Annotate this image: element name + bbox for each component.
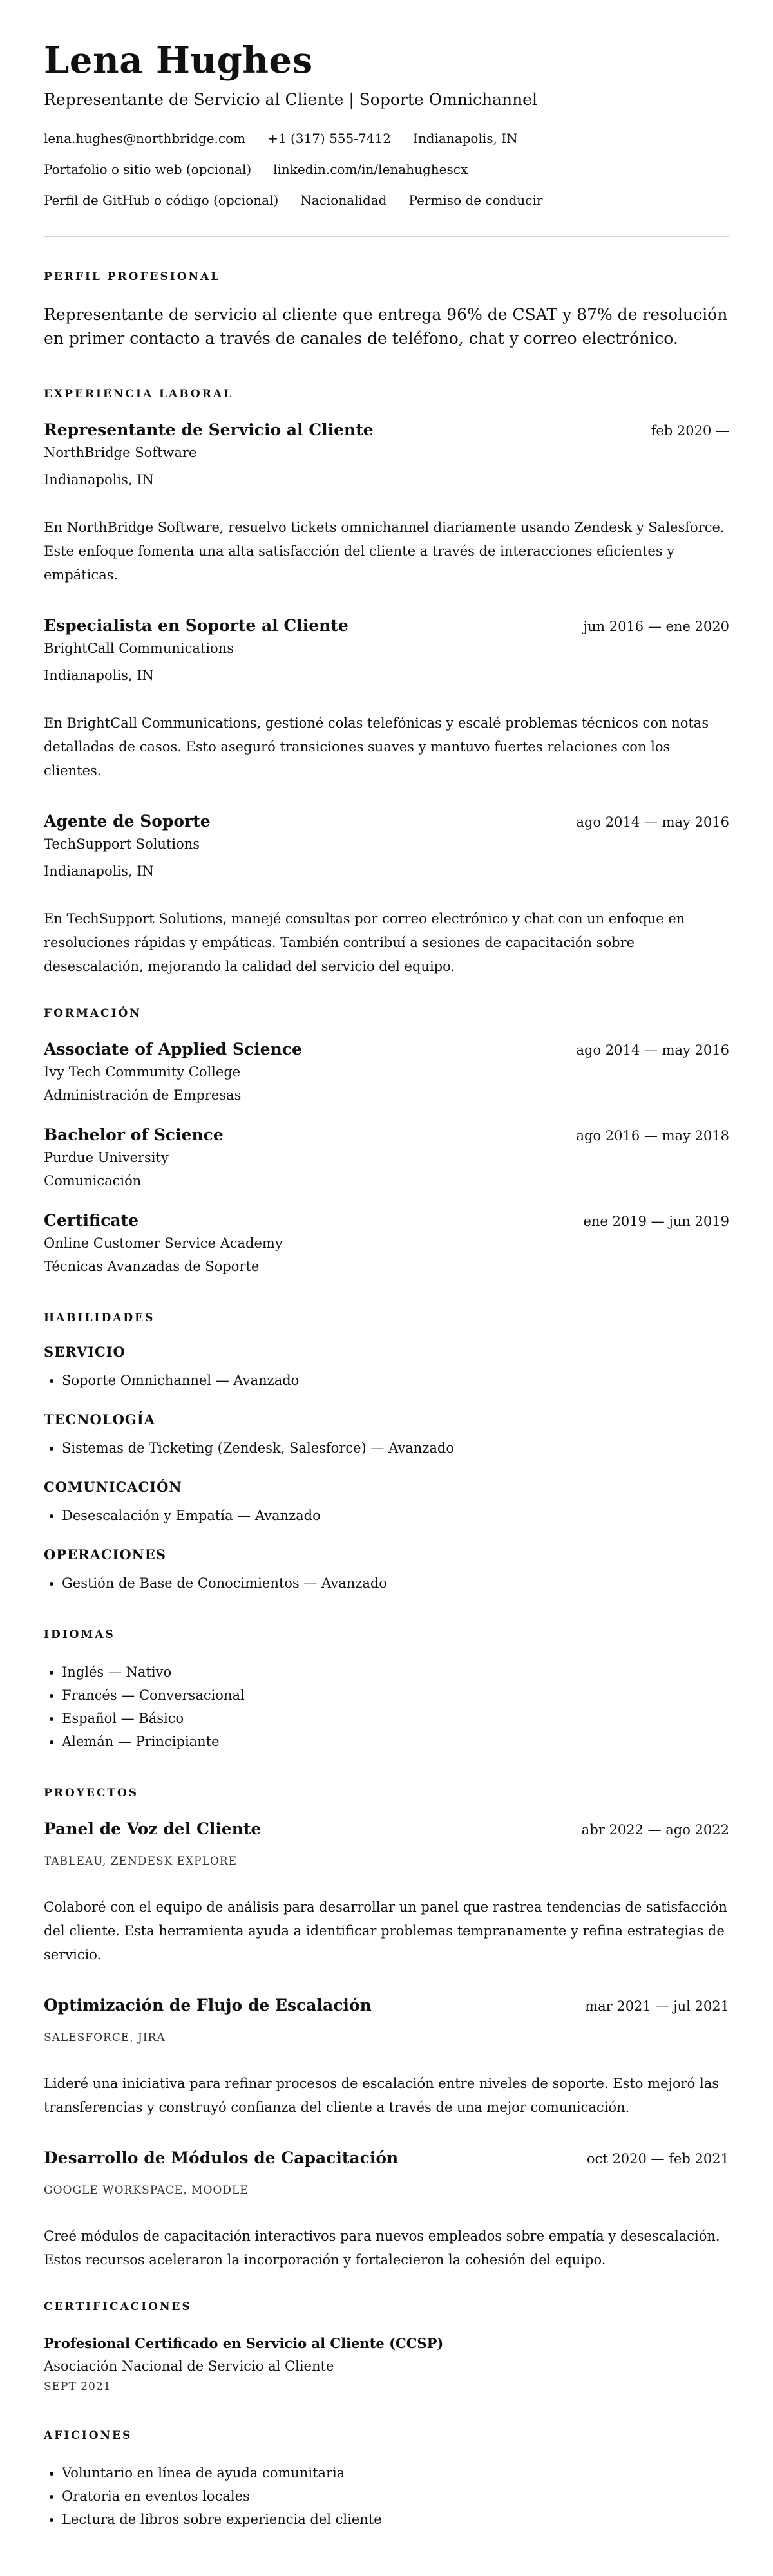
skill-category: OPERACIONES [44,1547,167,1563]
job-description: En BrightCall Communications, gestioné colas telefónicas y escalé problemas técnicos con notas detalladas de casos. Esto aseguró transiciones suaves y mantuvo fuertes relaciones con los clientes. [44,715,709,778]
candidate-headline: Representante de Servicio al Cliente | Soporte Omnichannel [44,90,537,109]
hobby-item: • Oratoria en eventos locales [62,2485,729,2508]
field-of-study: Técnicas Avanzadas de Soporte [44,1259,260,1274]
project-dates: abr 2022 — ago 2022 [581,1822,729,1838]
project-name: Panel de Voz del Cliente [44,1819,262,1838]
drivers-license-text: Permiso de conducir [408,193,543,208]
field-of-study: Administración de Empresas [44,1087,242,1103]
job-dates: jun 2016 — ene 2020 [583,619,729,634]
job-location: Indianapolis, IN [44,472,154,487]
language-item: • Español — Básico [62,1707,729,1730]
project-entry [44,2148,729,2272]
skill-item: • Gestión de Base de Conocimientos — Avanzado [62,1572,729,1595]
job-description: En TechSupport Solutions, manejé consultas por correo electrónico y chat con un enfoque en resoluciones rápidas y empáticas. También contribuí a sesiones de capacitación sobre desescalación, mejorando la calidad del servicio del equipo. [44,911,685,974]
hobby-item: • Voluntario en línea de ayuda comunitaria [62,2461,729,2485]
field-of-study: Comunicación [44,1173,142,1189]
job-title: Especialista en Soporte al Cliente [44,616,348,635]
linkedin-link[interactable]: linkedin.com/in/lenahughescx [273,162,468,177]
language-item: • Alemán — Principiante [62,1730,729,1753]
school-name: Ivy Tech Community College [44,1064,241,1080]
job-title: Representante de Servicio al Cliente [44,420,374,439]
education-entry [44,1210,729,1278]
skill-list [44,1572,729,1595]
skill-item: • Desescalación y Empatía — Avanzado [62,1504,729,1527]
project-description: Colaboré con el equipo de análisis para desarrollar un panel que rastrea tendencias de satisfacción del cliente. Esta herramienta ayuda a identificar problemas tempranamente y refina estrategias de servicio. [44,1899,727,1962]
location-text: Indianapolis, IN [412,131,518,146]
certification-name: Profesional Certificado en Servicio al Cliente (CCSP) [44,2335,444,2351]
section-title-hobbies: AFICIONES [44,2429,133,2442]
skill-list [44,1369,729,1392]
skill-category: COMUNICACIÓN [44,1479,182,1495]
nationality-text: Nacionalidad [300,193,387,208]
section-title-certifications: CERTIFICACIONES [44,2300,192,2313]
company-name: BrightCall Communications [44,641,234,656]
project-tech: SALESFORCE, JIRA [44,2031,166,2044]
certification-entry [44,2333,729,2396]
experience-entry [44,811,729,979]
section-title-experience: EXPERIENCIA LABORAL [44,388,233,400]
degree-title: Associate of Applied Science [44,1040,302,1058]
job-dates: ago 2014 — may 2016 [576,814,729,830]
project-name: Desarrollo de Módulos de Capacitación [44,2148,399,2167]
school-name: Purdue University [44,1150,169,1165]
degree-title: Bachelor of Science [44,1125,224,1144]
education-entry [44,1039,729,1107]
candidate-name: Lena Hughes [44,39,313,82]
project-tech: GOOGLE WORKSPACE, MOODLE [44,2184,249,2197]
project-description: Lideré una iniciativa para refinar procesos de escalación entre niveles de soporte. Esto mejoró las transferencias y construyó confianza del cliente a través de una mejor comunicación. [44,2076,719,2115]
github-link[interactable]: Perfil de GitHub o código (opcional) [44,193,279,208]
job-description: En NorthBridge Software, resuelvo tickets omnichannel diariamente usando Zendesk y Salesforce. Este enfoque fomenta una alta satisfacción del cliente a través de interacciones eficientes y empáticas. [44,520,725,583]
skill-list [44,1436,729,1460]
project-entry [44,1819,729,1967]
degree-title: Certificate [44,1211,139,1230]
section-title-profile: PERFIL PROFESIONAL [44,270,221,283]
contact-row [44,191,729,210]
project-dates: oct 2020 — feb 2021 [586,2151,729,2167]
education-entry [44,1125,729,1192]
phone-number[interactable]: +1 (317) 555-7412 [267,131,391,146]
job-location: Indianapolis, IN [44,863,154,879]
section-title-projects: PROYECTOS [44,1787,139,1800]
skill-list [44,1504,729,1527]
language-list [44,1660,729,1753]
education-dates: ago 2014 — may 2016 [576,1042,729,1058]
company-name: NorthBridge Software [44,445,197,460]
certification-date: SEPT 2021 [44,2380,111,2393]
email-link[interactable]: lena.hughes@northbridge.com [44,131,246,146]
skill-category: TECNOLOGÍA [44,1411,155,1427]
language-item: • Francés — Conversacional [62,1684,729,1707]
education-dates: ene 2019 — jun 2019 [583,1214,729,1229]
portfolio-link[interactable]: Portafolio o sitio web (opcional) [44,162,252,177]
job-location: Indianapolis, IN [44,668,154,683]
experience-entry [44,420,729,587]
company-name: TechSupport Solutions [44,836,200,852]
section-title-languages: IDIOMAS [44,1628,115,1641]
education-dates: ago 2016 — may 2018 [576,1128,729,1143]
contact-row [44,160,729,179]
project-dates: mar 2021 — jul 2021 [585,1998,729,2014]
certification-issuer: Asociación Nacional de Servicio al Cliente [44,2358,334,2374]
school-name: Online Customer Service Academy [44,1236,283,1251]
section-title-education: FORMACIÓN [44,1007,142,1020]
header-divider [44,236,729,237]
hobby-item: • Lectura de libros sobre experiencia del cliente [62,2508,729,2531]
job-dates: feb 2020 — [651,423,729,438]
profile-summary: Representante de servicio al cliente que entrega 96% de CSAT y 87% de resolución en primer contacto a través de canales de teléfono, chat y correo electrónico. [44,305,728,348]
job-title: Agente de Soporte [44,812,211,831]
experience-entry [44,616,729,783]
hobby-list [44,2461,729,2531]
project-tech: TABLEAU, ZENDESK EXPLORE [44,1855,238,1868]
project-description: Creé módulos de capacitación interactivos para nuevos empleados sobre empatía y desescalación. Estos recursos aceleraron la incorporación y fortalecieron la cohesión del equipo. [44,2228,720,2268]
project-entry [44,1995,729,2120]
language-item: • Inglés — Nativo [62,1660,729,1684]
skill-category: SERVICIO [44,1344,126,1360]
skill-item: • Sistemas de Ticketing (Zendesk, Salesforce) — Avanzado [62,1436,729,1460]
skill-item: • Soporte Omnichannel — Avanzado [62,1369,729,1392]
contact-row [44,129,729,148]
section-title-skills: HABILIDADES [44,1312,155,1324]
project-name: Optimización de Flujo de Escalación [44,1996,372,2015]
